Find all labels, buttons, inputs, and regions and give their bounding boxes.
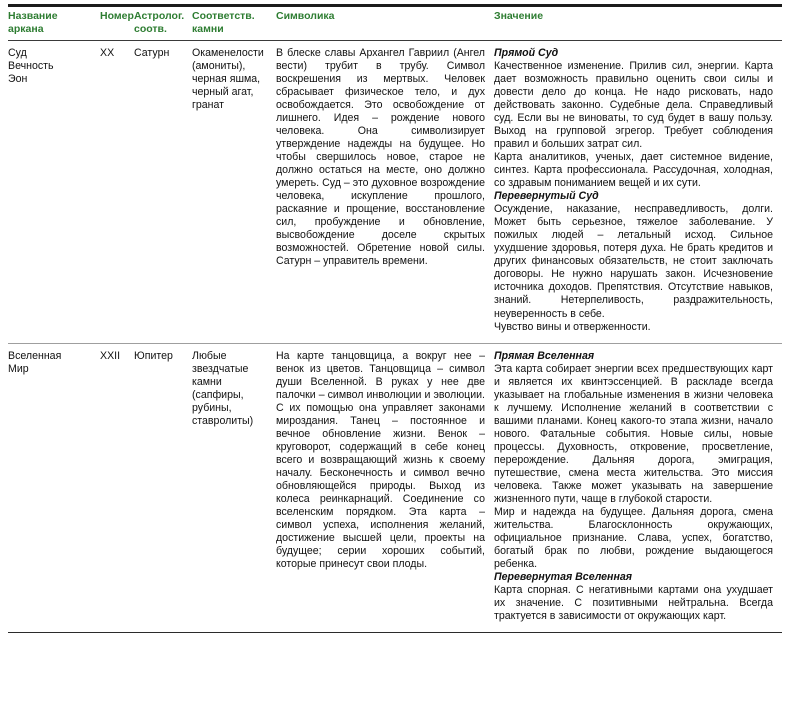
arcana-name-cell: [8, 343, 100, 632]
meaning-heading-upright: Прямая Вселенная: [494, 349, 595, 362]
meaning-cell: [494, 41, 782, 343]
arcana-name: Суд: [8, 47, 27, 60]
symbolism-cell: На карте танцовщица, а вокруг нее – венок из цветов. Танцовщица – символ души Вселенной. В руках у нее две палочки – символ инволюции и эволюции. С их помощью она управляет законами мироздания. Танец – постоянное и вечное обновление жизни. Венок – круговорот, содержащий в себе конец всего и возвращающий жизнь к своему началу. Бесконечность и символ вечно обновляющейся природы. Выход из колеса реинкарнаций. Соединение со вселенским порядком. Эта карта – символ успеха, исполнения желаний, достижение высшей цели, проекты на будущее; серии хороших событий, которые принесут свои плоды.: [276, 343, 494, 632]
column-header-arcana-name: Название аркана: [8, 6, 100, 41]
meaning-paragraph: Осуждение, наказание, несправедливость, долги. Может быть серьезное, тяжелое заболевание. У пожилых людей – летальный исход. Сильное ухудшение здоровья, потеря духа. Не брать кредитов и других финансовых обязательств, не стоит заключать договоры. Не нужно нарушать закон. Исчезновение источника доходов. Препятствия. Отсутствие навыков, знаний. Нетерпеливость, раздражительность, неуверенность в себе.: [494, 203, 773, 320]
arcana-name: Вселенная: [8, 349, 62, 362]
arcana-name: Мир: [8, 362, 29, 375]
table-header: [8, 6, 782, 41]
meaning-paragraph: Качественное изменение. Прилив сил, энергии. Карта дает возможность правильно оценить свои силы и довести дело до конца. Не надо рисковать, надо действовать законно. Судебные дела. Справедливый суд. Если вы не виноваты, то суд будет в вашу пользу. Выход на групповой эгрегор. Требует соблюдения правил и больших затрат сил.: [494, 60, 773, 151]
symbolism-cell: В блеске славы Архангел Гавриил (Ангел вести) трубит в трубу. Символ воскрешения из мертвых. Человек сбрасывает физическое тело, и дух освобождается. Это освобождение от лишнего. Идея – рождение нового человека. Она символизирует утверждение надежды на будущее. Но чтобы свершилось новое, старое не должно остаться на месте, оно должно умереть. Суд – это духовное возрождение человека, искупление прошлого, раскаяние и прощение, восстановление сил, пробуждение и обновление, высвобождение доселе скрытых возможностей. Обретение новой силы. Сатурн – управитель времени.: [276, 47, 485, 268]
column-header-symbolism: Символика: [276, 6, 494, 41]
astrology-cell: Сатурн: [134, 47, 170, 60]
stones-cell: Любые звездчатые камни (сапфиры, рубины, ставролиты): [192, 343, 276, 632]
meaning-heading-reversed: Перевернутый Суд: [494, 190, 599, 203]
meaning-paragraph: Чувство вины и отверженности.: [494, 320, 651, 333]
meaning-paragraph: Карта аналитиков, ученых, дает системное видение, синтез. Карта профессионала. Рассудочная, холодная, со здравым пониманием вещей и их сути.: [494, 151, 773, 190]
arcana-table: [8, 4, 782, 633]
table-row-universe: [8, 343, 782, 632]
column-header-meaning: Значение: [494, 6, 782, 41]
meaning-paragraph: Карта спорная. С негативными картами она ухудшает их значение. С позитивными нейтральна. Всегда трактуется в зависимости от окружающих карт.: [494, 583, 773, 622]
column-header-number: Номер: [100, 6, 134, 41]
meaning-cell: [494, 343, 782, 632]
table-row-judgement: [8, 41, 782, 343]
arcana-name: Эон: [8, 73, 28, 86]
astrology-cell: Юпитер: [134, 343, 192, 632]
arcana-number-cell: XX: [100, 47, 115, 60]
stones-cell: Окаменелости (амониты), черная яшма, черный агат, гранат: [192, 47, 264, 112]
column-header-stones: Соответств. камни: [192, 6, 276, 41]
arcana-name-cell: [8, 41, 100, 343]
meaning-paragraph: Мир и надежда на будущее. Дальняя дорога, смена жительства. Благосклонность окружающих, официальное признание. Слава, успех, богатство, богатый брак по любви, рождение выдающегося ребенка.: [494, 505, 773, 570]
arcana-name: Вечность: [8, 60, 54, 73]
arcana-number-cell: XXII: [100, 343, 134, 632]
meaning-heading-reversed: Перевернутая Вселенная: [494, 570, 632, 583]
meaning-paragraph: Эта карта собирает энергии всех предшествующих карт и является их квинтэссенцией. В раскладе всегда указывает на глобальные изменения в жизни человека к лучшему. Исполнение желаний в соответствии с вашими планами. Конец какого-то этапа жизни, начало нового. Фатальные события. Новые силы, новые процессы. Духовность, откровение, просветление, перерождение. Дальняя дорога, эмиграция, путешествие, смена места жительства. Это миссия человека. Также может указывать на завершение жизненного пути, чаще в глубокой старости.: [494, 362, 773, 505]
column-header-astrology: Астролог. соотв.: [134, 6, 192, 41]
meaning-heading-upright: Прямой Суд: [494, 47, 559, 60]
